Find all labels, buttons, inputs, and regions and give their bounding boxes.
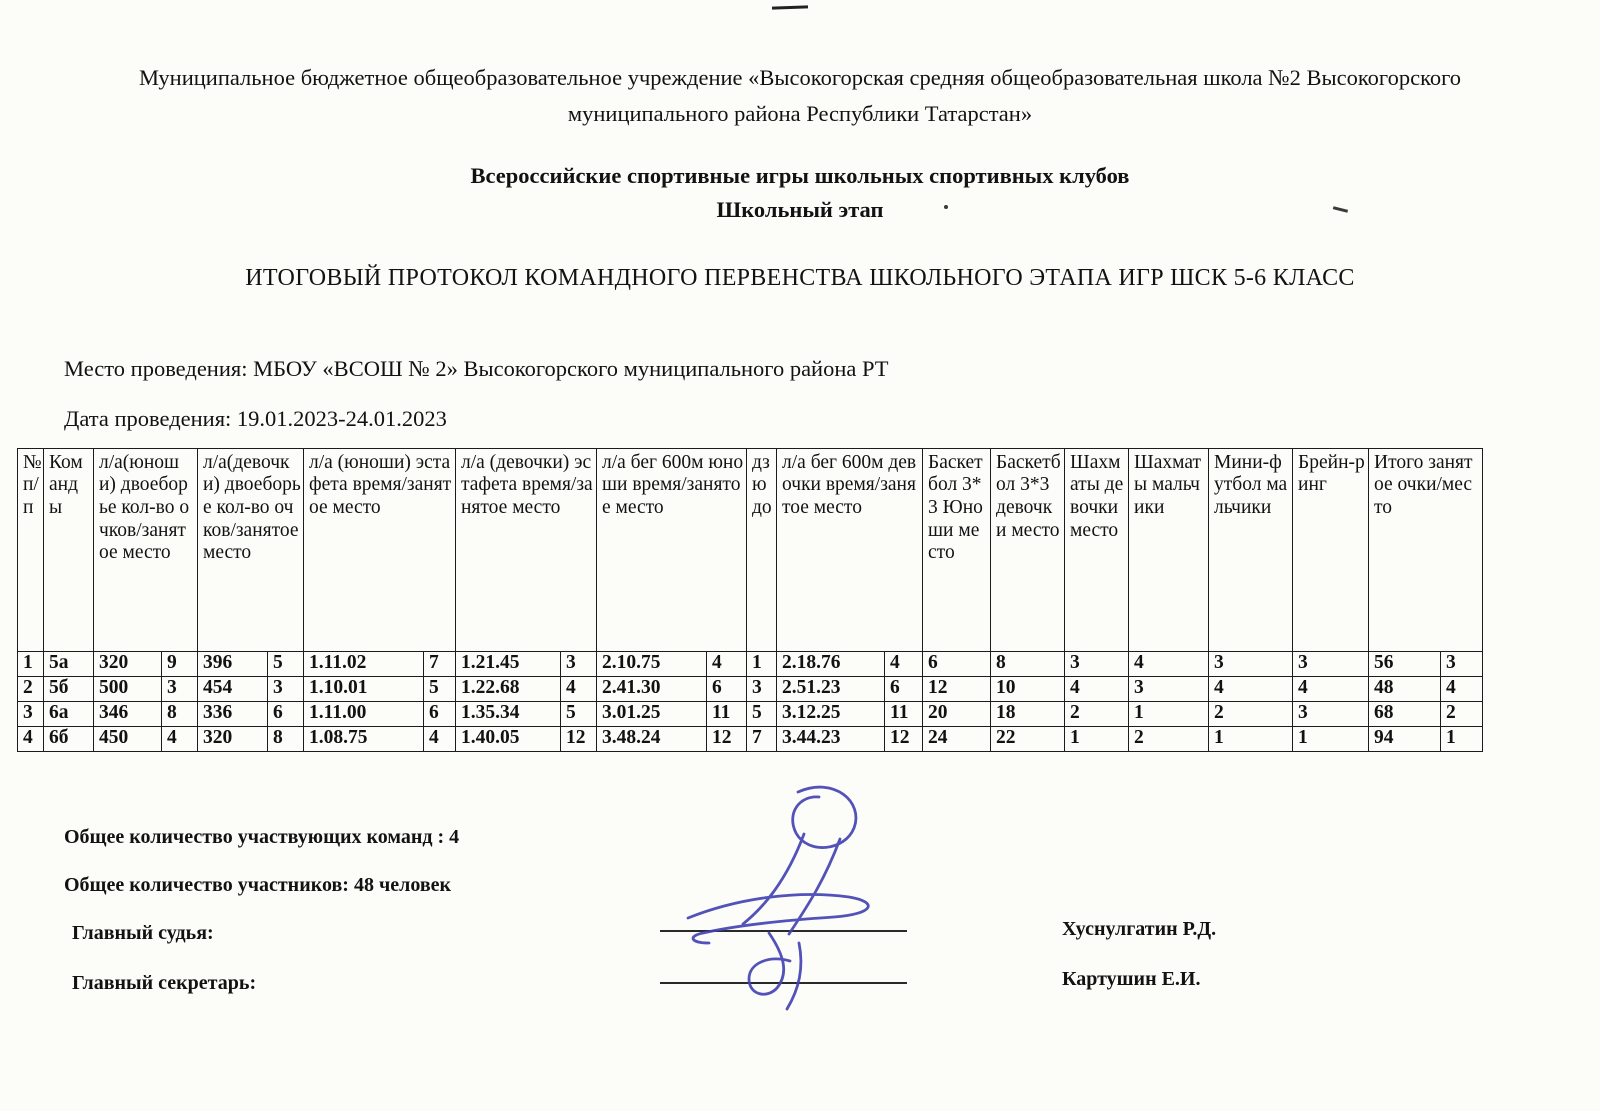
cell: 22 xyxy=(991,726,1065,751)
col-header-run600-girls: л/а бег 600м девочки время/занятое место xyxy=(777,448,923,651)
col-header-minifootball: Мини-футбол мальчики xyxy=(1209,448,1293,651)
col-header-basketball-girls: Баскетбол 3*3 девочки место xyxy=(991,448,1065,651)
cell: 3 xyxy=(1129,676,1209,701)
cell: 3 xyxy=(1209,651,1293,676)
venue-line: Место проведения: МБОУ «ВСОШ № 2» Высокогорского муниципального района РТ xyxy=(64,355,889,381)
cell: 2 xyxy=(18,676,44,701)
cell: 4 xyxy=(1129,651,1209,676)
cell: 1.22.68 xyxy=(456,676,561,701)
cell: 8 xyxy=(162,701,198,726)
cell: 4 xyxy=(424,726,456,751)
event-title: Всероссийские спортивные игры школьных спортивных клубов xyxy=(470,162,1130,188)
col-header-la-boys-biathlon: л/а(юноши) двоеборье кол-во очков/занятое место xyxy=(94,448,198,651)
cell: 10 xyxy=(991,676,1065,701)
col-header-total: Итого занятое очки/место xyxy=(1369,448,1483,651)
cell: 12 xyxy=(885,726,923,751)
col-header-team: Команды xyxy=(44,448,94,651)
cell: 1 xyxy=(1129,701,1209,726)
cell: 3 xyxy=(1293,651,1369,676)
col-header-brain-ring: Брейн-ринг xyxy=(1293,448,1369,651)
col-header-chess-girls: Шахматы девочки место xyxy=(1065,448,1129,651)
handwritten-signature xyxy=(648,782,928,1017)
cell: 1.10.01 xyxy=(304,676,424,701)
cell: 2 xyxy=(1065,701,1129,726)
cell: 454 xyxy=(198,676,268,701)
cell: 1 xyxy=(1065,726,1129,751)
cell: 3.01.25 xyxy=(597,701,707,726)
table-row xyxy=(18,651,1483,676)
cell: 6 xyxy=(885,676,923,701)
cell: 3 xyxy=(1441,651,1483,676)
cell: 6б xyxy=(44,726,94,751)
cell: 4 xyxy=(1065,676,1129,701)
header-row xyxy=(18,448,1483,651)
chief-judge-label: Главный судья: xyxy=(72,922,214,944)
cell: 4 xyxy=(707,651,747,676)
cell: 24 xyxy=(923,726,991,751)
cell: 4 xyxy=(1209,676,1293,701)
cell: 4 xyxy=(561,676,597,701)
cell: 3.44.23 xyxy=(777,726,885,751)
cell: 2.51.23 xyxy=(777,676,885,701)
cell: 6 xyxy=(923,651,991,676)
cell: 1.40.05 xyxy=(456,726,561,751)
cell: 320 xyxy=(94,651,162,676)
cell: 8 xyxy=(268,726,304,751)
cell: 4 xyxy=(885,651,923,676)
cell: 12 xyxy=(561,726,597,751)
cell: 1.08.75 xyxy=(304,726,424,751)
cell: 2 xyxy=(1209,701,1293,726)
cell: 1.11.00 xyxy=(304,701,424,726)
col-header-index: № п/п xyxy=(18,448,44,651)
cell: 2.18.76 xyxy=(777,651,885,676)
cell: 2 xyxy=(1129,726,1209,751)
col-header-basketball-boys: Баскетбол 3*3 Юноши место xyxy=(923,448,991,651)
cell: 48 xyxy=(1369,676,1441,701)
col-header-chess-boys: Шахматы мальчики xyxy=(1129,448,1209,651)
cell: 11 xyxy=(707,701,747,726)
results-table xyxy=(17,448,1483,752)
cell: 396 xyxy=(198,651,268,676)
cell: 3.12.25 xyxy=(777,701,885,726)
cell: 4 xyxy=(18,726,44,751)
cell: 4 xyxy=(162,726,198,751)
cell: 1.35.34 xyxy=(456,701,561,726)
cell: 3 xyxy=(747,676,777,701)
cell: 2.10.75 xyxy=(597,651,707,676)
cell: 6а xyxy=(44,701,94,726)
cell: 3 xyxy=(561,651,597,676)
cell: 12 xyxy=(707,726,747,751)
scan-artifact xyxy=(772,5,808,9)
cell: 18 xyxy=(991,701,1065,726)
cell: 56 xyxy=(1369,651,1441,676)
cell: 1 xyxy=(1441,726,1483,751)
cell: 8 xyxy=(991,651,1065,676)
cell: 3 xyxy=(18,701,44,726)
cell: 5 xyxy=(561,701,597,726)
cell: 7 xyxy=(747,726,777,751)
cell: 1 xyxy=(747,651,777,676)
cell: 5а xyxy=(44,651,94,676)
col-header-la-girls-biathlon: л/а(девочки) двоеборье кол-во очков/занятое место xyxy=(198,448,304,651)
scan-artifact xyxy=(944,205,948,209)
col-header-judo: дзюдо xyxy=(747,448,777,651)
protocol-title: ИТОГОВЫЙ ПРОТОКОЛ КОМАНДНОГО ПЕРВЕНСТВА ШКОЛЬНОГО ЭТАПА ИГР ШСК 5-6 КЛАСС xyxy=(245,264,1355,291)
stage-title: Школьный этап xyxy=(716,196,884,222)
cell: 1 xyxy=(18,651,44,676)
cell: 4 xyxy=(1441,676,1483,701)
cell: 1.21.45 xyxy=(456,651,561,676)
chief-judge-name: Хуснулгатин Р.Д. xyxy=(1062,918,1217,940)
cell: 94 xyxy=(1369,726,1441,751)
table-row xyxy=(18,726,1483,751)
cell: 6 xyxy=(707,676,747,701)
cell: 4 xyxy=(1293,676,1369,701)
cell: 500 xyxy=(94,676,162,701)
participants-total-line: Общее количество участников: 48 человек xyxy=(64,874,452,896)
cell: 9 xyxy=(162,651,198,676)
cell: 450 xyxy=(94,726,162,751)
cell: 2 xyxy=(1441,701,1483,726)
cell: 5 xyxy=(424,676,456,701)
cell: 3 xyxy=(1065,651,1129,676)
institution-name: Муниципальное бюджетное общеобразовательное учреждение «Высокогорская средняя общеобразовательная школа №2 Высокогорского муниципального района Республики Татарстан» xyxy=(138,65,1462,127)
cell: 5б xyxy=(44,676,94,701)
cell: 1 xyxy=(1209,726,1293,751)
cell: 2.41.30 xyxy=(597,676,707,701)
dates-line: Дата проведения: 19.01.2023-24.01.2023 xyxy=(64,405,447,431)
cell: 6 xyxy=(268,701,304,726)
chief-secretary-label: Главный секретарь: xyxy=(72,972,257,994)
cell: 1.11.02 xyxy=(304,651,424,676)
cell: 320 xyxy=(198,726,268,751)
cell: 3 xyxy=(268,676,304,701)
cell: 12 xyxy=(923,676,991,701)
cell: 6 xyxy=(424,701,456,726)
cell: 3 xyxy=(162,676,198,701)
table-row xyxy=(18,676,1483,701)
cell: 20 xyxy=(923,701,991,726)
cell: 5 xyxy=(268,651,304,676)
cell: 336 xyxy=(198,701,268,726)
cell: 11 xyxy=(885,701,923,726)
cell: 346 xyxy=(94,701,162,726)
col-header-la-boys-relay: л/а (юноши) эстафета время/занятое место xyxy=(304,448,456,651)
cell: 1 xyxy=(1293,726,1369,751)
cell: 3.48.24 xyxy=(597,726,707,751)
col-header-la-girls-relay: л/а (девочки) эстафета время/занятое место xyxy=(456,448,597,651)
chief-secretary-name: Картушин Е.И. xyxy=(1062,968,1201,990)
cell: 5 xyxy=(747,701,777,726)
cell: 3 xyxy=(1293,701,1369,726)
cell: 68 xyxy=(1369,701,1441,726)
table-row xyxy=(18,701,1483,726)
teams-total-line: Общее количество участвующих команд : 4 xyxy=(64,826,460,848)
col-header-run600-boys: л/а бег 600м юноши время/занятое место xyxy=(597,448,747,651)
cell: 7 xyxy=(424,651,456,676)
